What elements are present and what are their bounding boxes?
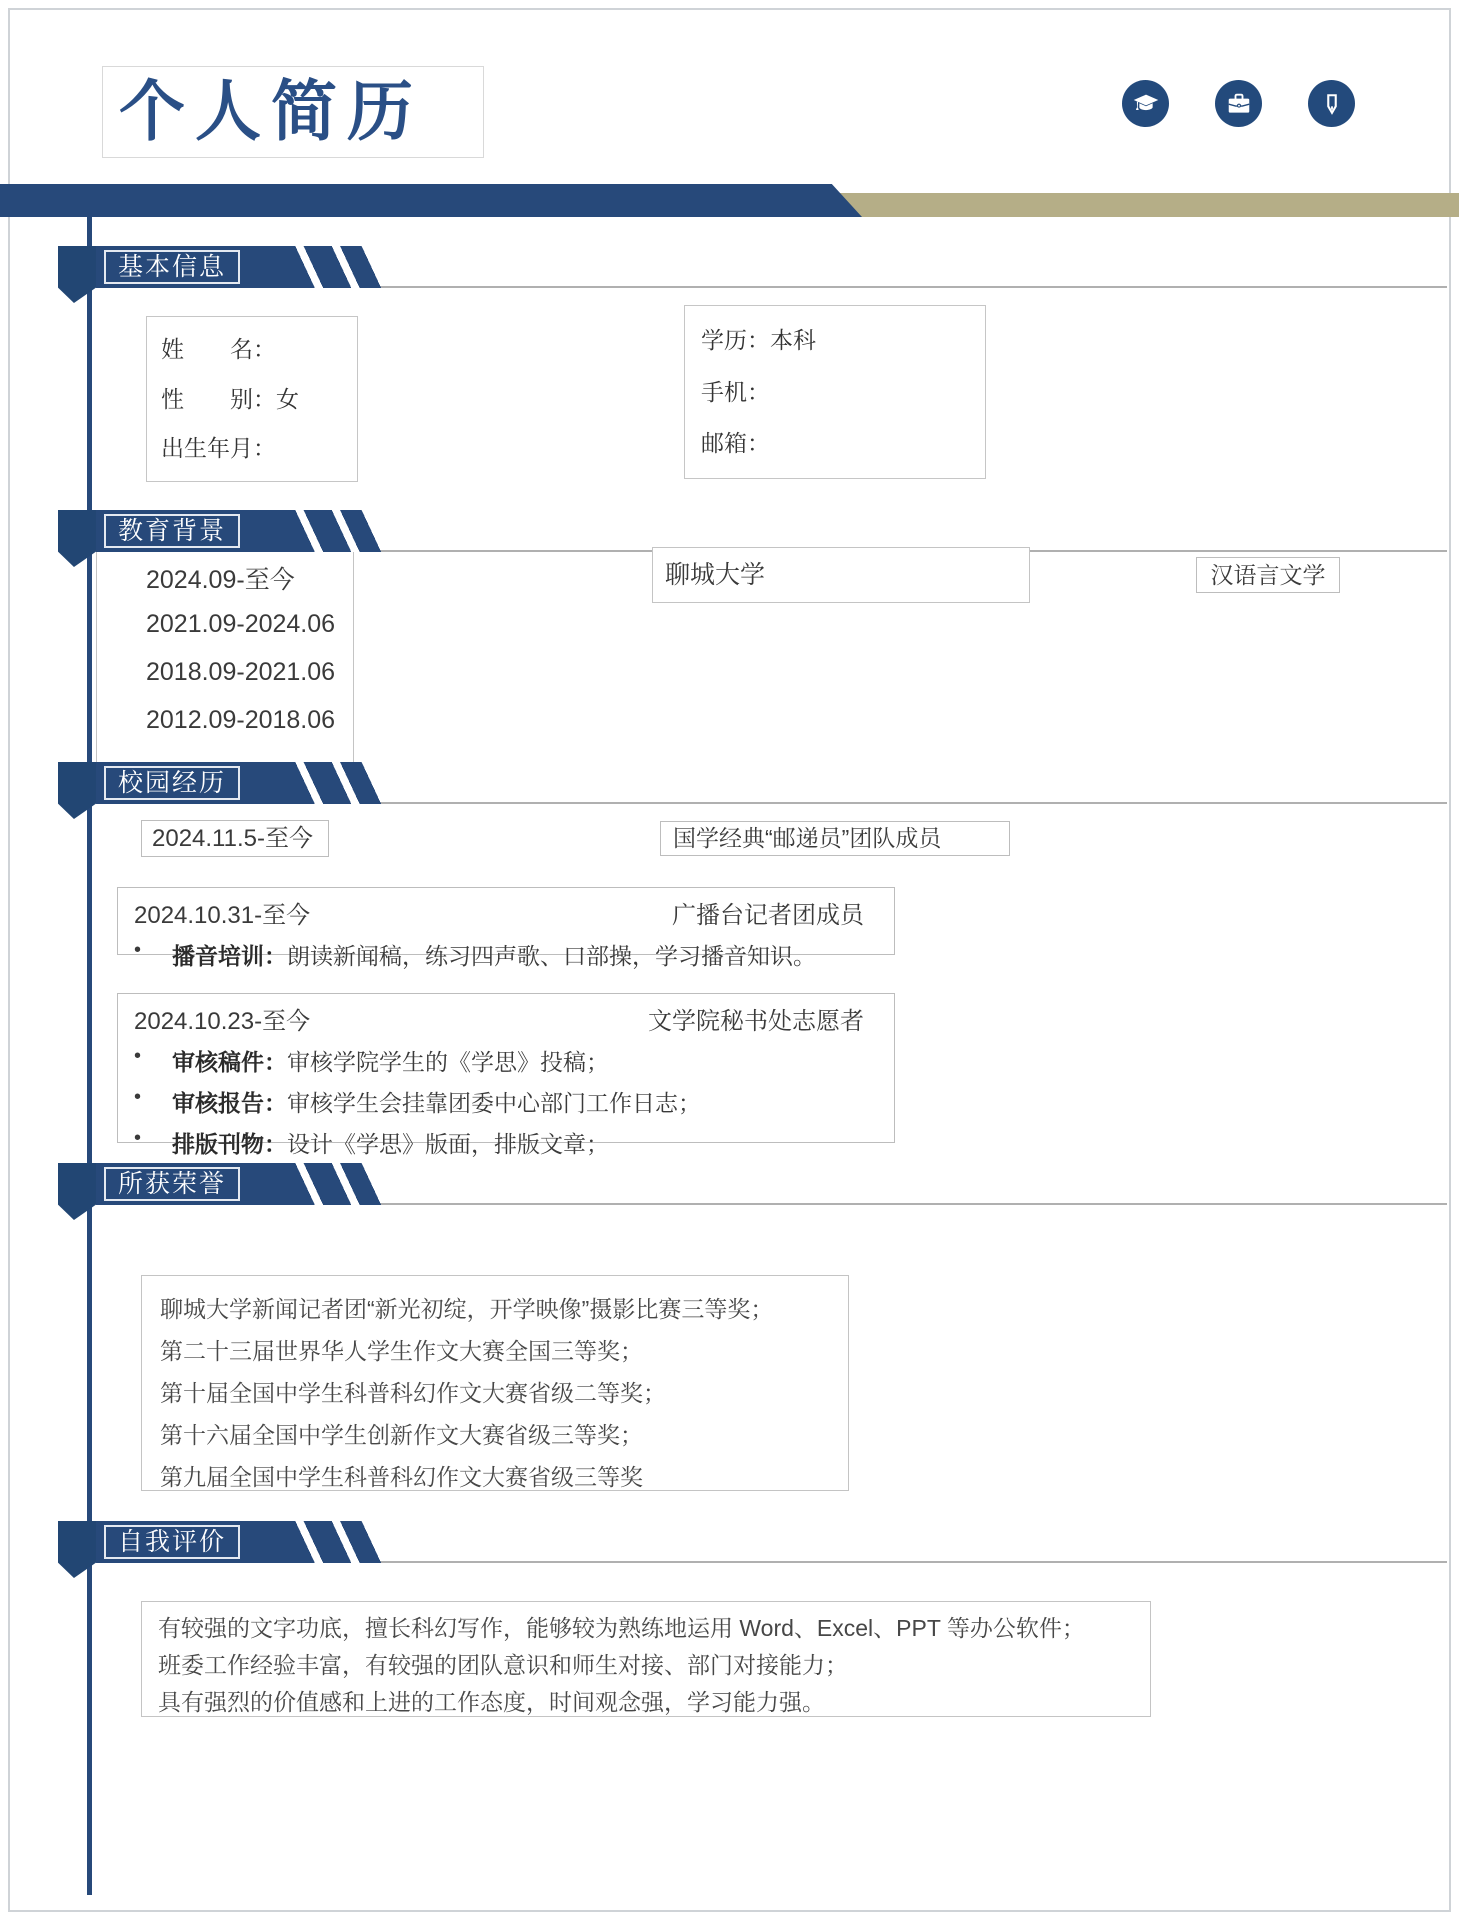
section-header-basic-info — [96, 246, 408, 288]
basic-info-left-box — [146, 316, 358, 482]
name-field: 姓 名： — [161, 336, 276, 362]
honor-item: 聊城大学新闻记者团“新光初绽，开学映像”摄影比赛三等奖； — [160, 1296, 774, 1322]
bullet-icon: • — [134, 939, 142, 961]
self-evaluation-line: 班委工作经验丰富，有较强的团队意识和师生对接、部门对接能力； — [158, 1652, 848, 1678]
education-date: 2021.09-2024.06 — [146, 610, 336, 638]
birth-field: 出生年月： — [161, 435, 276, 461]
top-banner-blue — [0, 184, 862, 217]
experience-role: 文学院秘书处志愿者 — [648, 1008, 864, 1035]
bullet-icon: • — [134, 1045, 142, 1067]
bullet-item: • 排版刊物： 设计《学思》版面，排版文章； — [134, 1127, 609, 1157]
timeline-spine — [87, 217, 92, 1895]
bullet-item: • 审核报告： 审核学生会挂靠团委中心部门工作日志； — [134, 1086, 701, 1116]
experience-date: 2024.10.23-至今 — [134, 1008, 311, 1035]
gender-field: 性 别：女 — [161, 385, 299, 412]
education-date: 2024.09-至今 — [146, 566, 295, 594]
school-box: 聊城大学 — [652, 547, 1030, 603]
honors-box — [141, 1275, 849, 1491]
section-header-honors — [96, 1163, 408, 1205]
experience-date-box: 2024.11.5-至今 — [141, 820, 329, 857]
briefcase-icon — [1215, 80, 1262, 127]
honor-item: 第十六届全国中学生创新作文大赛省级三等奖； — [160, 1422, 643, 1448]
self-evaluation-box — [141, 1601, 1151, 1717]
honor-item: 第九届全国中学生科普科幻作文大赛省级三等奖 — [160, 1464, 643, 1490]
graduation-cap-icon — [1122, 80, 1169, 127]
bullet-item: • 播音培训： 朗读新闻稿，练习四声歌、口部操，学习播音知识。 — [134, 939, 816, 969]
self-evaluation-line: 有较强的文字功底，擅长科幻写作，能够较为熟练地运用 Word、Excel、PPT 等办公软件； — [158, 1615, 1085, 1641]
experience-box — [117, 993, 895, 1157]
bullet-icon: • — [134, 1127, 142, 1149]
honor-item: 第二十三届世界华人学生作文大赛全国三等奖； — [160, 1338, 643, 1364]
basic-info-right-box — [684, 305, 986, 479]
experience-role: 广播台记者团成员 — [672, 902, 864, 929]
education-date: 2012.09-2018.06 — [146, 706, 336, 734]
bullet-item: • 审核稿件： 审核学院学生的《学思》投稿； — [134, 1045, 609, 1075]
section-title-education: 教育背景 — [104, 514, 240, 548]
honor-item: 第十届全国中学生科普科幻作文大赛省级二等奖； — [160, 1380, 666, 1406]
bullet-icon: • — [134, 1086, 142, 1108]
experience-date: 2024.10.31-至今 — [134, 902, 311, 929]
section-title-honors: 所获荣誉 — [104, 1167, 240, 1201]
education-date: 2018.09-2021.06 — [146, 658, 336, 686]
section-header-self-evaluation — [96, 1521, 408, 1563]
title-box — [102, 66, 484, 158]
section-header-education — [96, 510, 408, 552]
email-field: 邮箱： — [701, 430, 770, 456]
top-banner-tan — [835, 193, 1459, 217]
experience-role-box: 国学经典“邮递员”团队成员 — [660, 821, 1010, 856]
major-box: 汉语言文学 — [1196, 557, 1340, 593]
section-title-self-evaluation: 自我评价 — [104, 1525, 240, 1559]
degree-field: 学历：本科 — [701, 327, 816, 353]
section-header-campus — [96, 762, 408, 804]
self-evaluation-line: 具有强烈的价值感和上进的工作态度，时间观念强，学习能力强。 — [158, 1689, 825, 1715]
pen-icon — [1308, 80, 1355, 127]
page-title: 个人简历 — [119, 74, 423, 148]
section-title-basic-info: 基本信息 — [104, 250, 240, 284]
phone-field: 手机： — [701, 378, 770, 405]
experience-box — [117, 887, 895, 969]
section-title-campus: 校园经历 — [104, 766, 240, 800]
header-icons — [1122, 80, 1355, 127]
